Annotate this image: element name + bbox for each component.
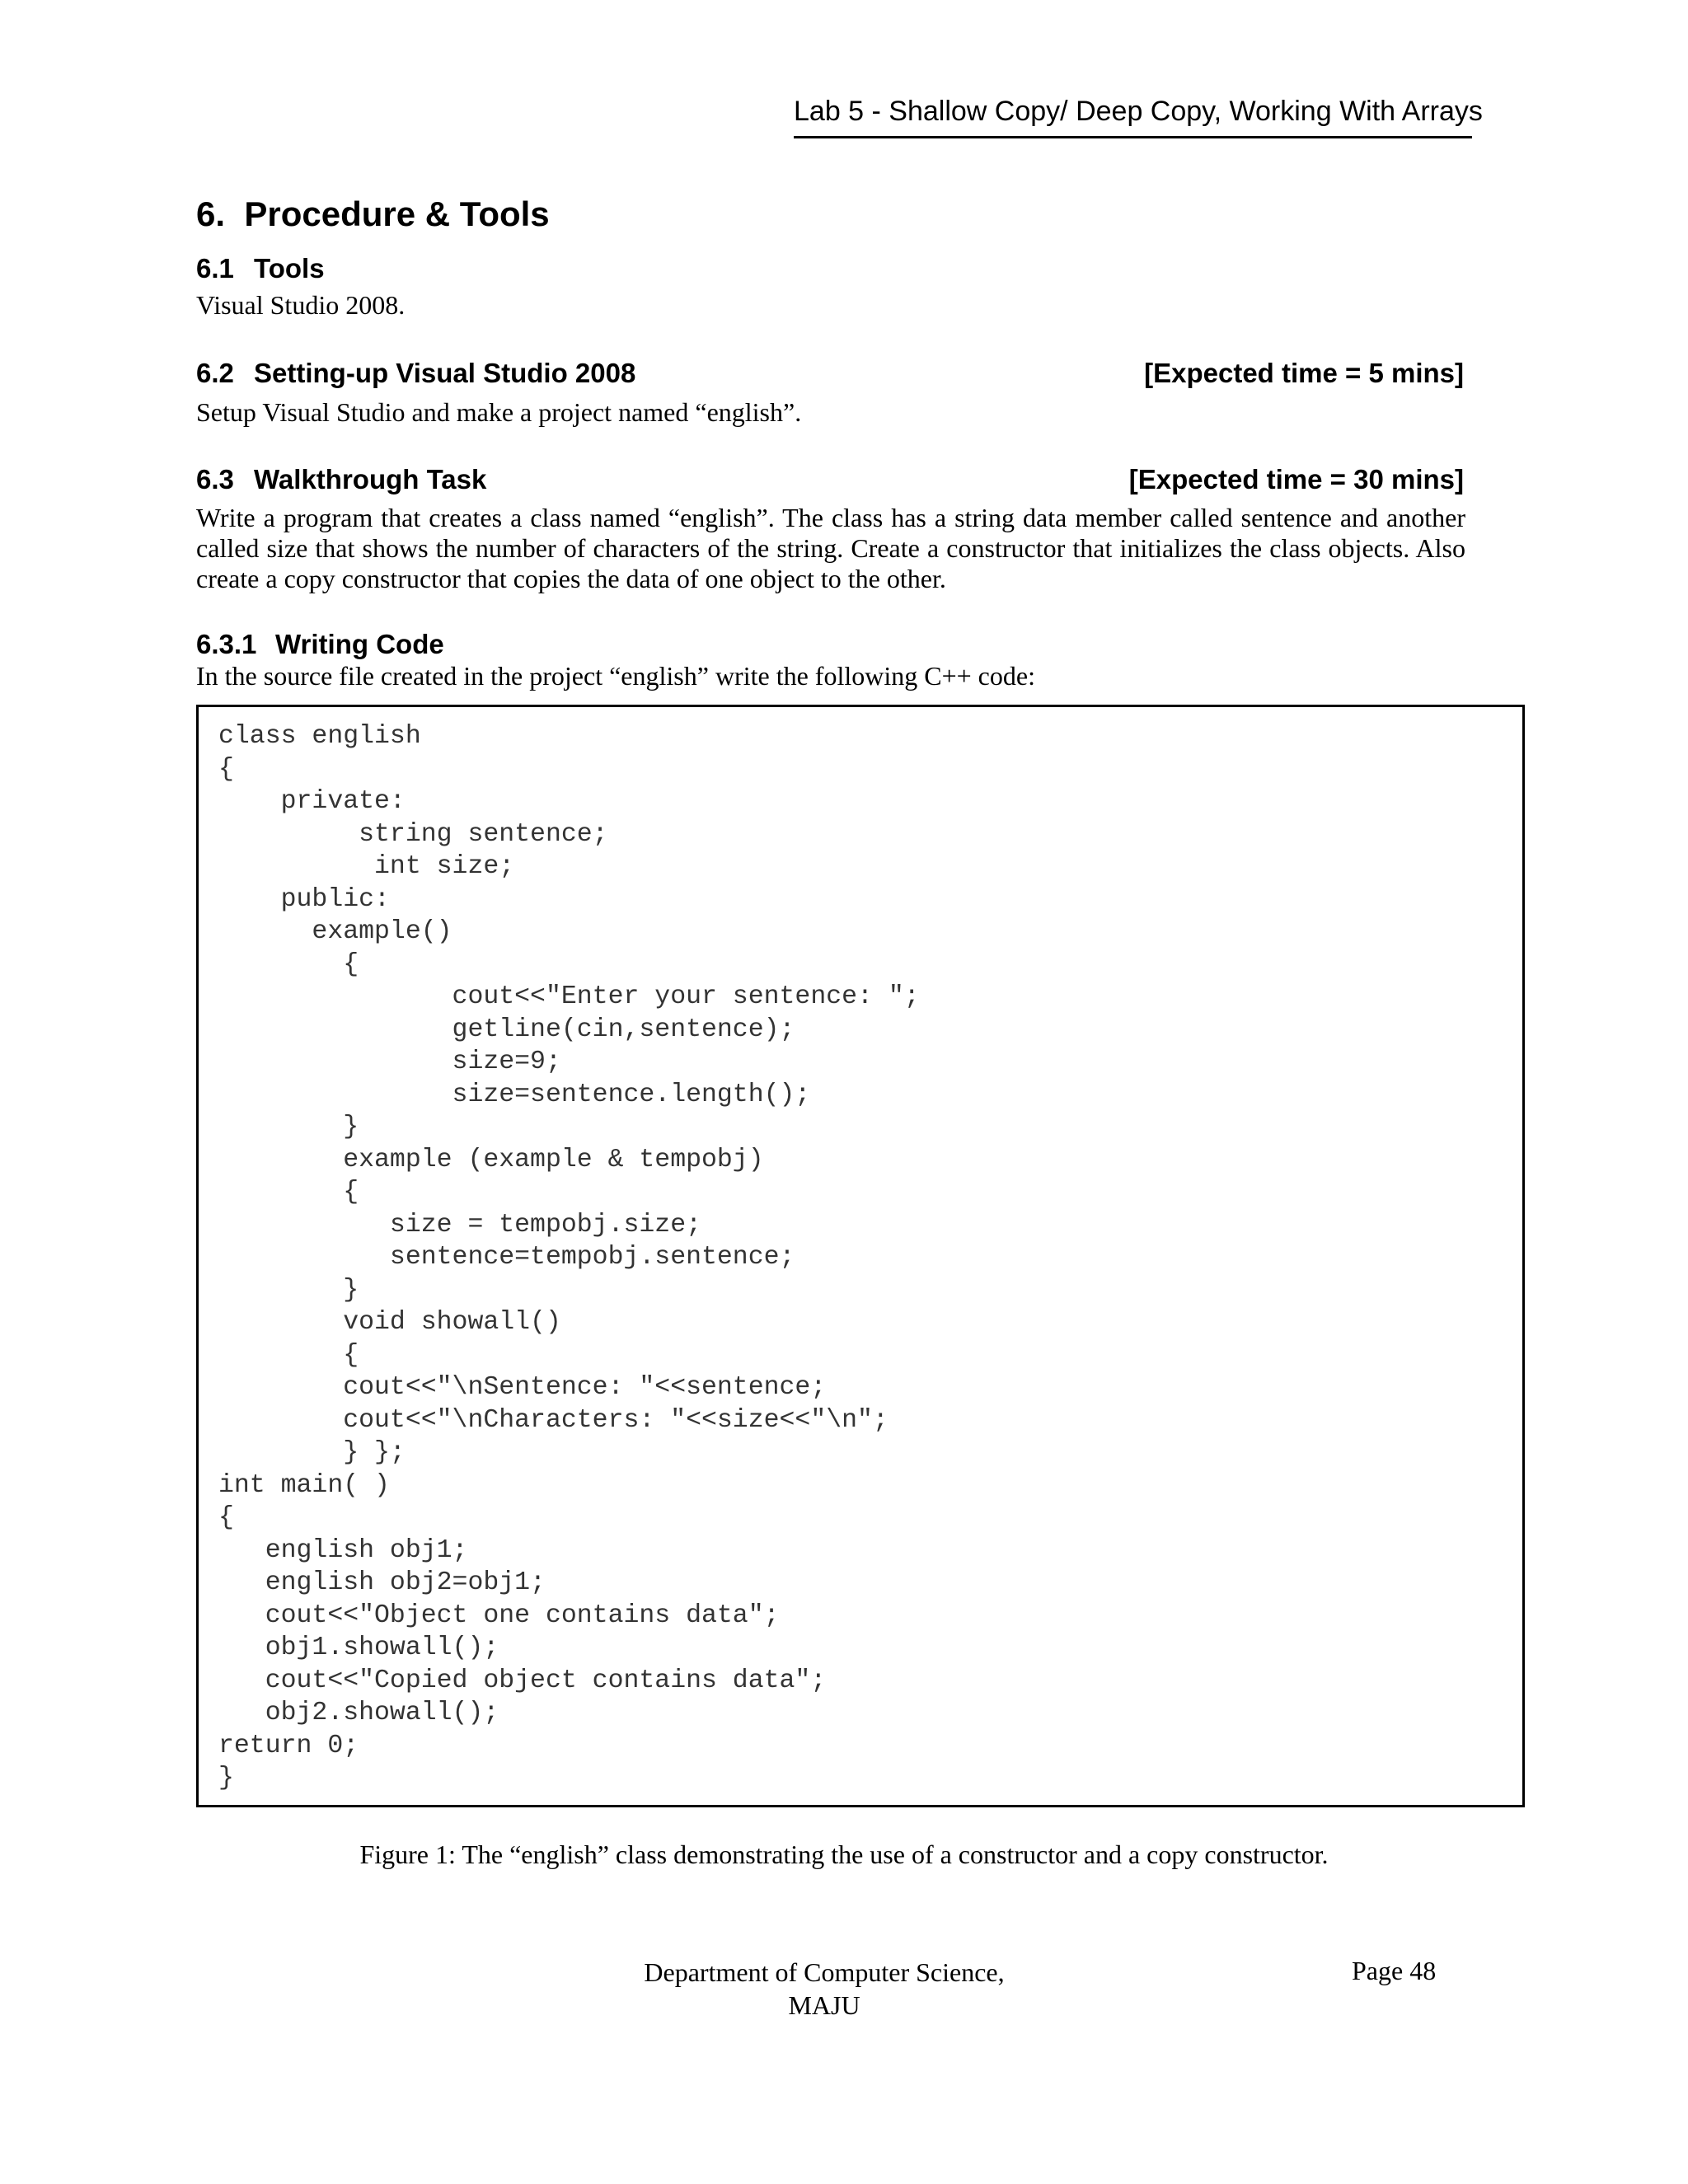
code-line: obj2.showall();: [218, 1699, 499, 1727]
code-line: {: [218, 1340, 359, 1370]
walkthrough-paragraph: Write a program that creates a class named “english”. The class has a string data member called sentence and another called size that shows the number of characters of the string. Create a constructor that initializes the class objects. Also create a copy constructor that copies the data of one object to the other.: [196, 503, 1465, 593]
subsubsection-title: Writing Code: [275, 629, 444, 659]
subsection-number: 6.1: [196, 253, 234, 284]
subsection-title: Tools: [254, 253, 325, 284]
section-heading: [196, 194, 550, 234]
code-line: cout<<"\nSentence: "<<sentence;: [218, 1373, 827, 1402]
section-title: Procedure & Tools: [244, 194, 550, 233]
code-line: return 0;: [218, 1731, 359, 1760]
writing-code-paragraph: In the source file created in the project “english” write the following C++ code:: [196, 661, 1035, 691]
subsection-title: Walkthrough Task: [254, 464, 487, 494]
code-line: size=sentence.length();: [218, 1080, 811, 1109]
code-line: obj1.showall();: [218, 1633, 499, 1662]
code-line: private:: [218, 787, 406, 816]
code-line: cout<<"\nCharacters: "<<size<<"\n";: [218, 1405, 889, 1435]
subsubsection-heading-writing-code: [196, 629, 1464, 660]
figure-caption: Figure 1: The “english” class demonstrating the use of a constructor and a copy constructor.: [359, 1840, 1329, 1869]
subsection-title: Setting-up Visual Studio 2008: [254, 358, 636, 388]
code-line: class english: [218, 722, 421, 751]
code-line: size=9;: [218, 1047, 561, 1076]
subsubsection-number: 6.3.1: [196, 629, 257, 659]
code-line: void showall(): [218, 1308, 561, 1337]
subsection-number: 6.3: [196, 464, 234, 494]
code-line: } };: [218, 1438, 406, 1467]
footer-department-name: Department of Computer Science,: [644, 1957, 1005, 1987]
code-line: cout<<"Enter your sentence: ";: [218, 982, 920, 1011]
tools-paragraph: Visual Studio 2008.: [196, 290, 406, 320]
code-line: int main( ): [218, 1470, 390, 1500]
footer-department: [577, 1956, 1071, 2022]
subsection-heading-setup: [196, 358, 1464, 389]
code-line: example(): [218, 917, 452, 946]
code-line: english obj1;: [218, 1535, 468, 1565]
code-line: }: [218, 1764, 234, 1793]
page-number: Page 48: [1352, 1956, 1437, 1985]
code-line: cout<<"Object one contains data";: [218, 1601, 780, 1630]
running-header-title: Lab 5 - Shallow Copy/ Deep Copy, Working With Arrays: [794, 96, 1483, 127]
code-line: cout<<"Copied object contains data";: [218, 1666, 827, 1695]
code-line: int size;: [218, 852, 515, 881]
setup-paragraph: Setup Visual Studio and make a project named “english”.: [196, 397, 802, 427]
running-header: [794, 96, 1483, 138]
code-line: }: [218, 1275, 359, 1305]
code-listing: [218, 720, 920, 1795]
code-line: {: [218, 754, 234, 784]
code-line: public:: [218, 884, 390, 914]
code-listing-box: [196, 705, 1525, 1807]
code-line: getline(cin,sentence);: [218, 1015, 795, 1044]
code-line: size = tempobj.size;: [218, 1210, 701, 1240]
expected-time-label: [Expected time = 5 mins]: [1144, 358, 1464, 388]
code-line: sentence=tempobj.sentence;: [218, 1243, 795, 1272]
code-line: example (example & tempobj): [218, 1145, 764, 1174]
subsection-heading-walkthrough: [196, 464, 1464, 495]
expected-time-label: [Expected time = 30 mins]: [1128, 464, 1464, 494]
section-number: 6.: [196, 194, 226, 233]
subsection-heading-tools: [196, 253, 1464, 284]
code-line: {: [218, 1503, 234, 1532]
code-line: string sentence;: [218, 819, 608, 849]
subsection-number: 6.2: [196, 358, 234, 388]
footer-institution: MAJU: [788, 1990, 860, 2020]
code-line: {: [218, 949, 359, 979]
code-line: }: [218, 1113, 359, 1141]
code-line: english obj2=obj1;: [218, 1568, 546, 1597]
code-line: {: [218, 1178, 359, 1207]
